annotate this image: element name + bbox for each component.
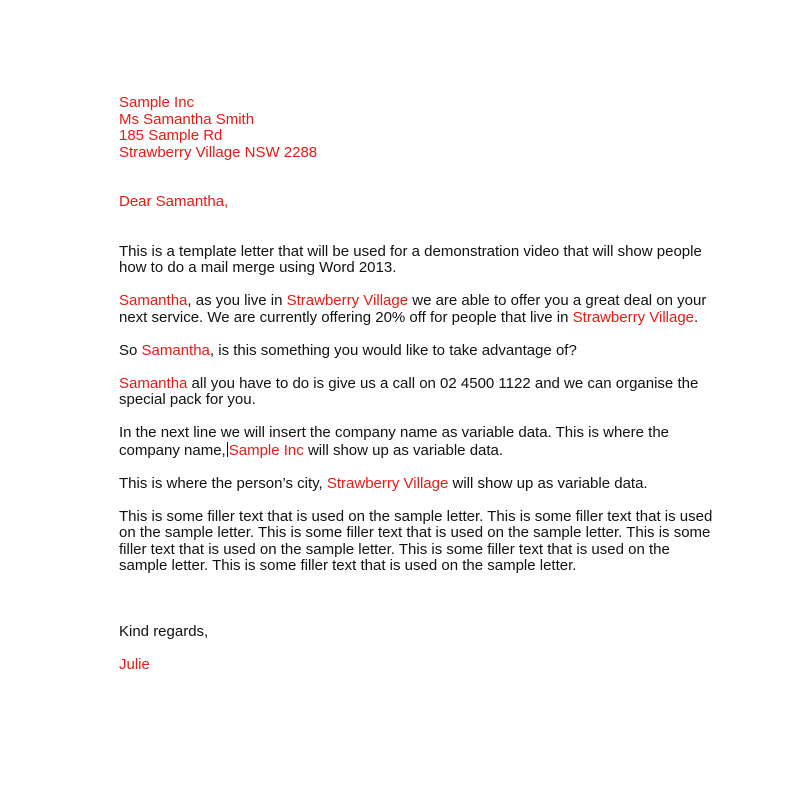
text-run: So	[119, 341, 142, 359]
text-run: .	[694, 308, 699, 326]
merge-field-first-name: Samantha	[119, 374, 188, 392]
letter-body	[119, 95, 719, 674]
merge-field-city: Strawberry Village	[572, 308, 695, 326]
text-run: , is this something you would like to take advantage of?	[209, 341, 577, 359]
merge-field-company: Sample Inc	[228, 441, 304, 459]
paragraph-company	[119, 425, 719, 459]
text-run: will show up as variable data.	[303, 441, 504, 459]
text-run: all you have to do is give us a call on 02 4500 1122 and we can organise the special pack for you.	[119, 374, 699, 408]
address-name: Ms Samantha Smith	[119, 110, 255, 128]
paragraph-call	[119, 376, 719, 409]
merge-field-first-name: Samantha	[141, 341, 210, 359]
merge-field-city: Strawberry Village	[286, 292, 409, 309]
text-run: we are able to offer you a great deal on your next service. We are currently offering 20% off for people that live in	[119, 292, 707, 326]
signature: Julie	[119, 656, 150, 673]
text-run: will show up as variable data.	[448, 474, 648, 492]
merge-field-first-name: Samantha	[119, 292, 188, 309]
text-run: In the next line we will insert the company name as variable data. This is where the company name,	[119, 424, 670, 459]
paragraph-filler: This is some filler text that is used on the sample letter. This is some filler text that is used on the sample letter. This is some filler text that is used on the sample letter. This is some filler text that is used on the sample letter. This is some filler text that is used on the sample letter. This is some filler text that is used on the sample letter.	[119, 507, 713, 574]
text-run: , as you live in	[187, 292, 287, 309]
address-city-line: Strawberry Village NSW 2288	[119, 143, 318, 161]
paragraph-intro: This is a template letter that will be used for a demonstration video that will show people how to do a mail merge using Word 2013.	[119, 242, 702, 276]
paragraph-question	[119, 343, 719, 360]
text-run: This is where the person’s city,	[119, 474, 327, 492]
salutation: Dear Samantha,	[119, 193, 229, 210]
text-cursor	[227, 442, 228, 457]
merge-field-city: Strawberry Village	[326, 474, 449, 492]
paragraph-offer	[119, 293, 719, 326]
address-street: 185 Sample Rd	[119, 127, 223, 144]
closing: Kind regards,	[119, 623, 209, 640]
paragraph-city	[119, 476, 719, 493]
recipient-address	[119, 95, 719, 161]
address-company: Sample Inc	[119, 94, 195, 111]
